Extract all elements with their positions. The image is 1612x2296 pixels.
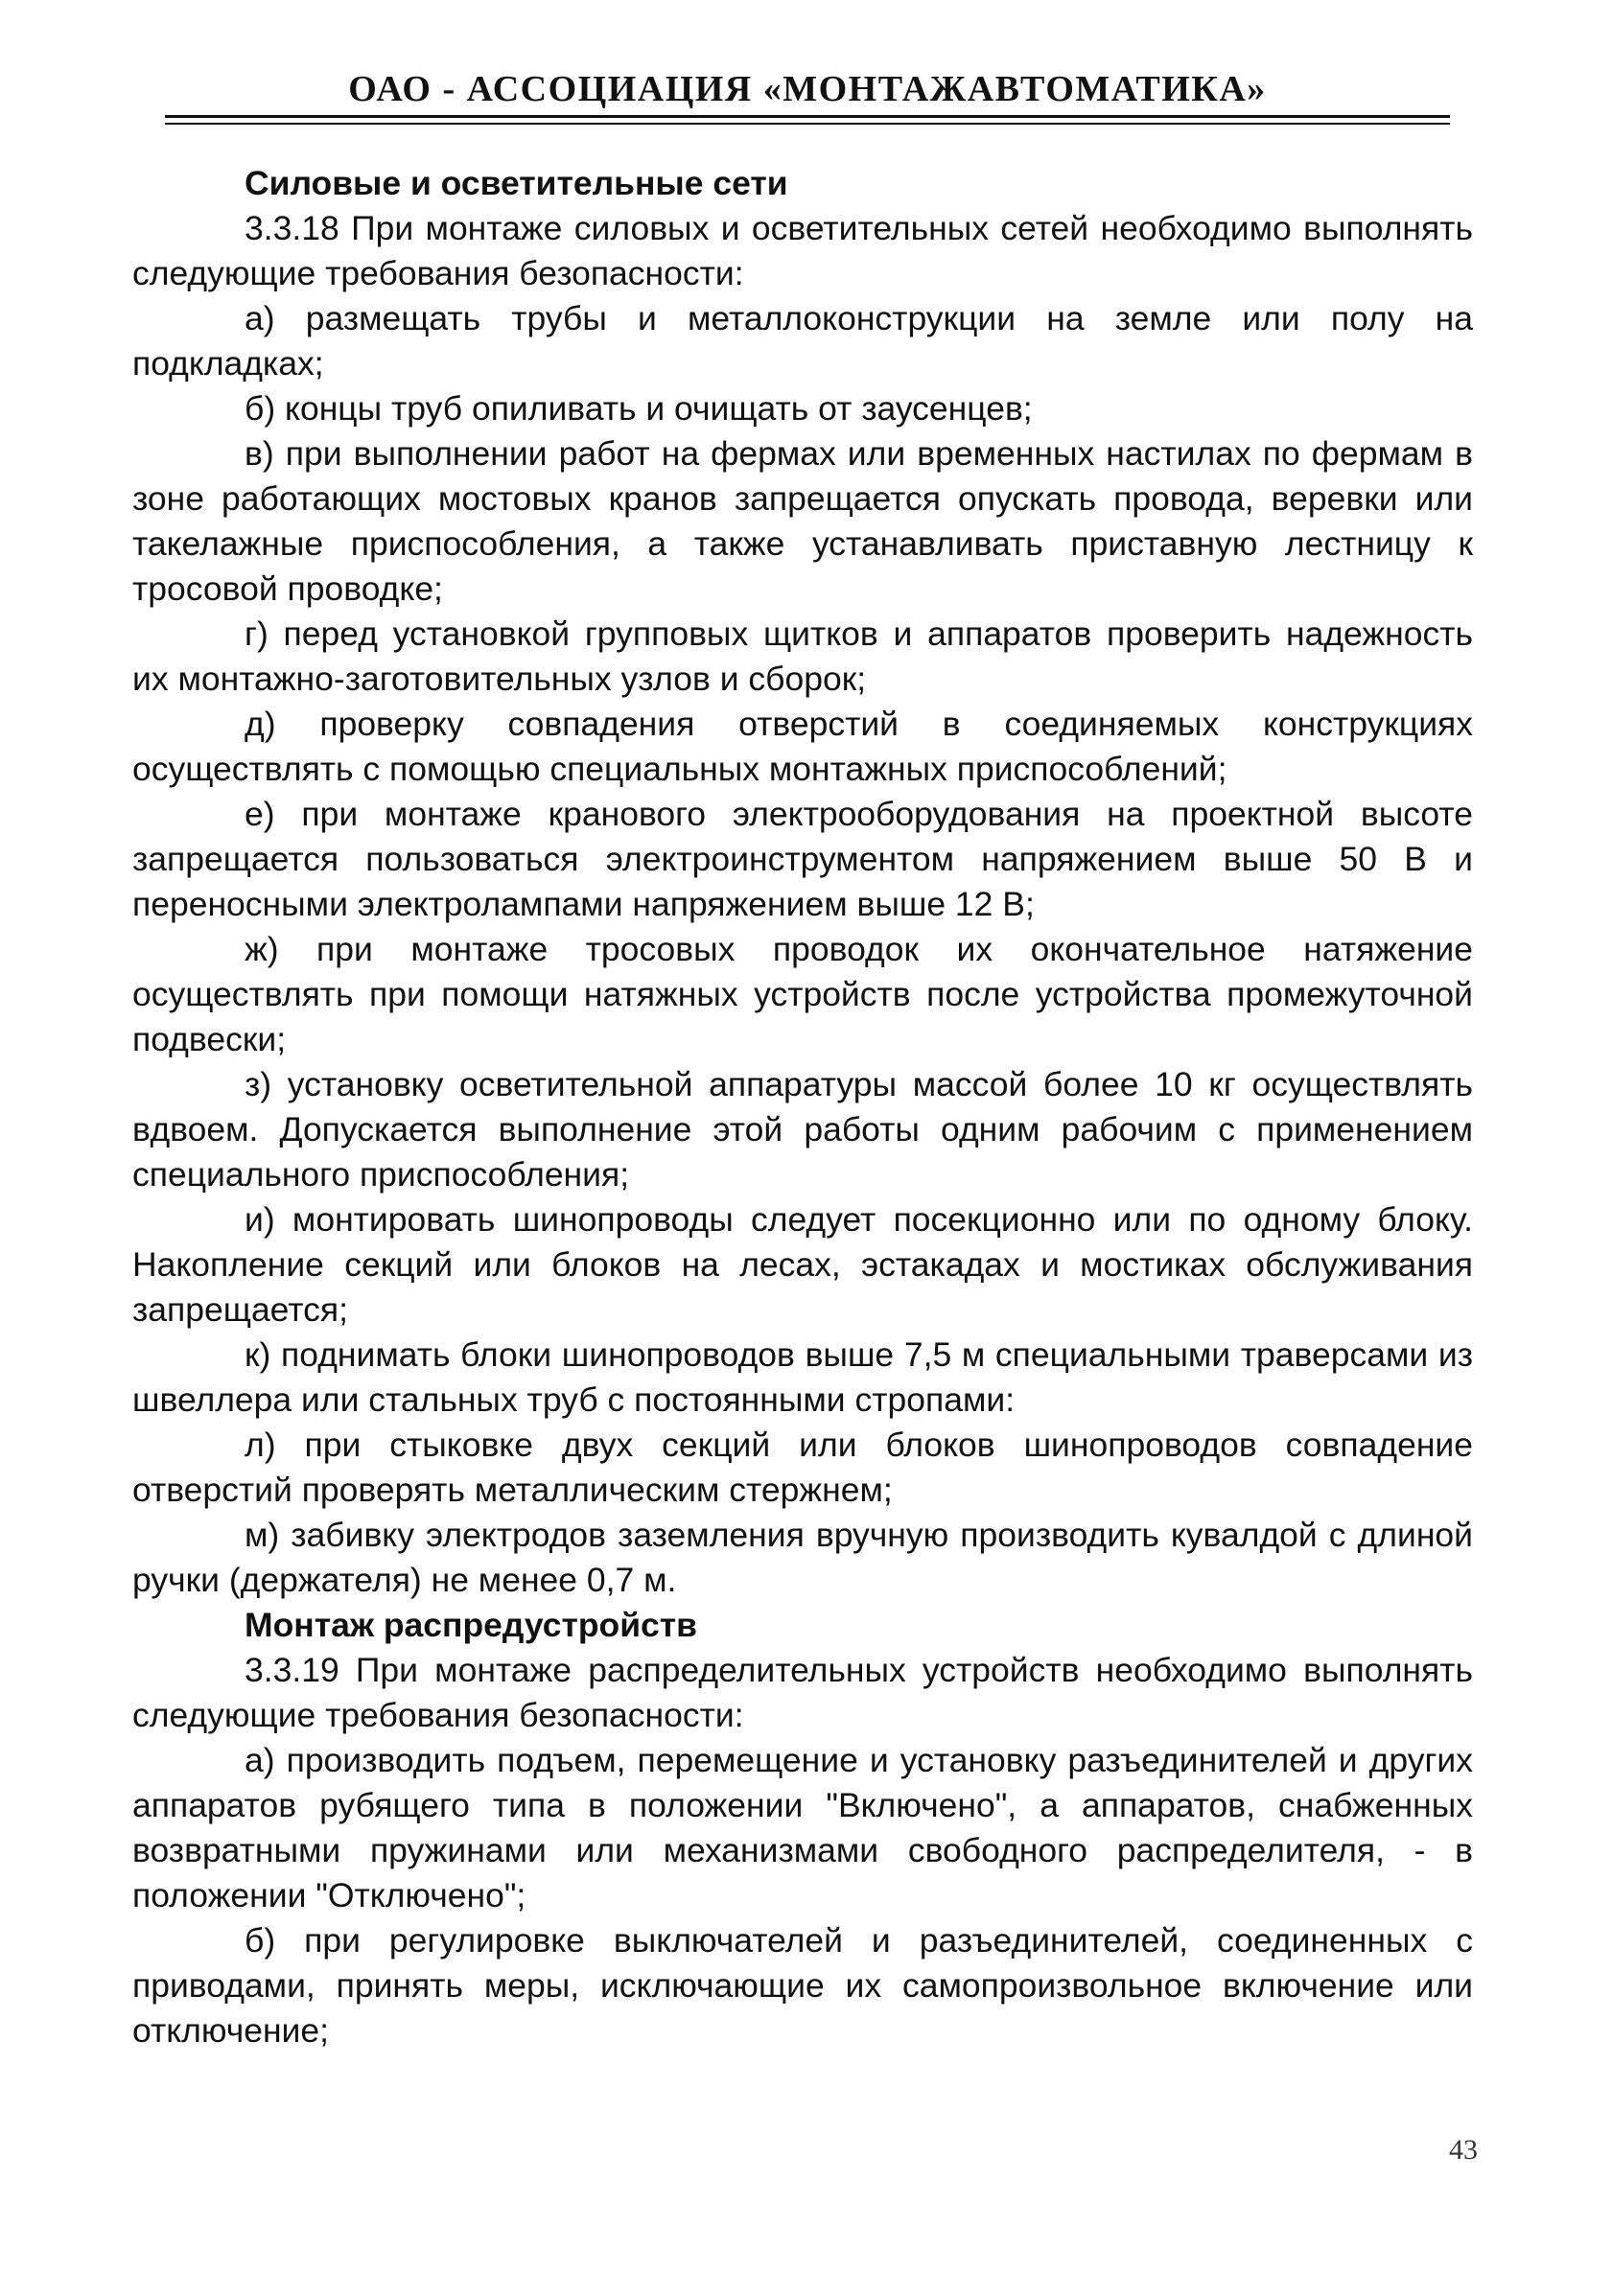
list-item-m: м) забивку электродов заземления вручную производить кувалдой с длиной ручки (держателя) не менее 0,7 м. [132, 1516, 1473, 1599]
list-item-b-2: б) при регулировке выключателей и разъединителей, соединенных с приводами, принять меры, исключающие их самопроизвольное включение или отключение; [132, 1921, 1473, 2050]
section-heading-switchgear: Монтаж распредустройств [245, 1606, 698, 1644]
page-number: 43 [1449, 2134, 1478, 2166]
document-body [132, 161, 1473, 2053]
list-item-g: г) перед установкой групповых щитков и аппаратов проверить надежность их монтажно-заготовительных узлов и сборок; [132, 615, 1473, 698]
list-item-z: з) установку осветительной аппаратуры массой более 10 кг осуществлять вдвоем. Допускается выполнение этой работы одним рабочим с применением специального приспособления; [132, 1065, 1473, 1194]
list-item-a-2: а) производить подъем, перемещение и установку разъединителей и других аппаратов рубящего типа в положении "Включено", а аппаратов, снабженных возвратными пружинами или механизмами свободного распределителя, - в положении "Отключено"; [132, 1741, 1473, 1914]
header-rule [165, 115, 1450, 118]
list-item-zh: ж) при монтаже тросовых проводок их окончательное натяжение осуществлять при помощи натяжных устройств после устройства промежуточной подвески; [132, 930, 1473, 1058]
list-item-i: и) монтировать шинопроводы следует посекционно или по одному блоку. Накопление секций или блоков на лесах, эстакадах и мостиках обслуживания запрещается; [132, 1200, 1473, 1329]
list-item-e: е) при монтаже кранового электрооборудования на проектной высоте запрещается пользоваться электроинструментом напряжением выше 50 В и переносными электролампами напряжением выше 12 В; [132, 795, 1473, 923]
section-heading-power-lighting: Силовые и осветительные сети [245, 164, 788, 202]
clause-3-3-19-intro: 3.3.19 При монтаже распределительных устройств необходимо выполнять следующие требования безопасности: [132, 1651, 1473, 1734]
list-item-l: л) при стыковке двух секций или блоков шинопроводов совпадение отверстий проверять металлическим стержнем; [132, 1426, 1473, 1509]
list-item-a: а) размещать трубы и металлоконструкции на земле или полу на подкладках; [132, 299, 1473, 383]
list-item-b: б) концы труб опиливать и очищать от заусенцев; [245, 389, 1033, 428]
clause-3-3-18-intro: 3.3.18 При монтаже силовых и осветительных сетей необходимо выполнять следующие требования безопасности: [132, 209, 1473, 292]
list-item-k: к) поднимать блоки шинопроводов выше 7,5 м специальными траверсами из швеллера или стальных труб с постоянными стропами: [132, 1335, 1473, 1419]
page-header [165, 65, 1450, 125]
header-rule-secondary [165, 123, 1450, 125]
header-title: ОАО - АССОЦИАЦИЯ «МОНТАЖАВТОМАТИКА» [348, 69, 1267, 109]
list-item-v: в) при выполнении работ на фермах или временных настилах по фермам в зоне работающих мостовых кранов запрещается опускать провода, веревки или такелажные приспособления, а также устанавливать приставную лестницу к тросовой проводке; [132, 434, 1473, 608]
list-item-d: д) проверку совпадения отверстий в соединяемых конструкциях осуществлять с помощью специальных монтажных приспособлений; [132, 705, 1473, 788]
